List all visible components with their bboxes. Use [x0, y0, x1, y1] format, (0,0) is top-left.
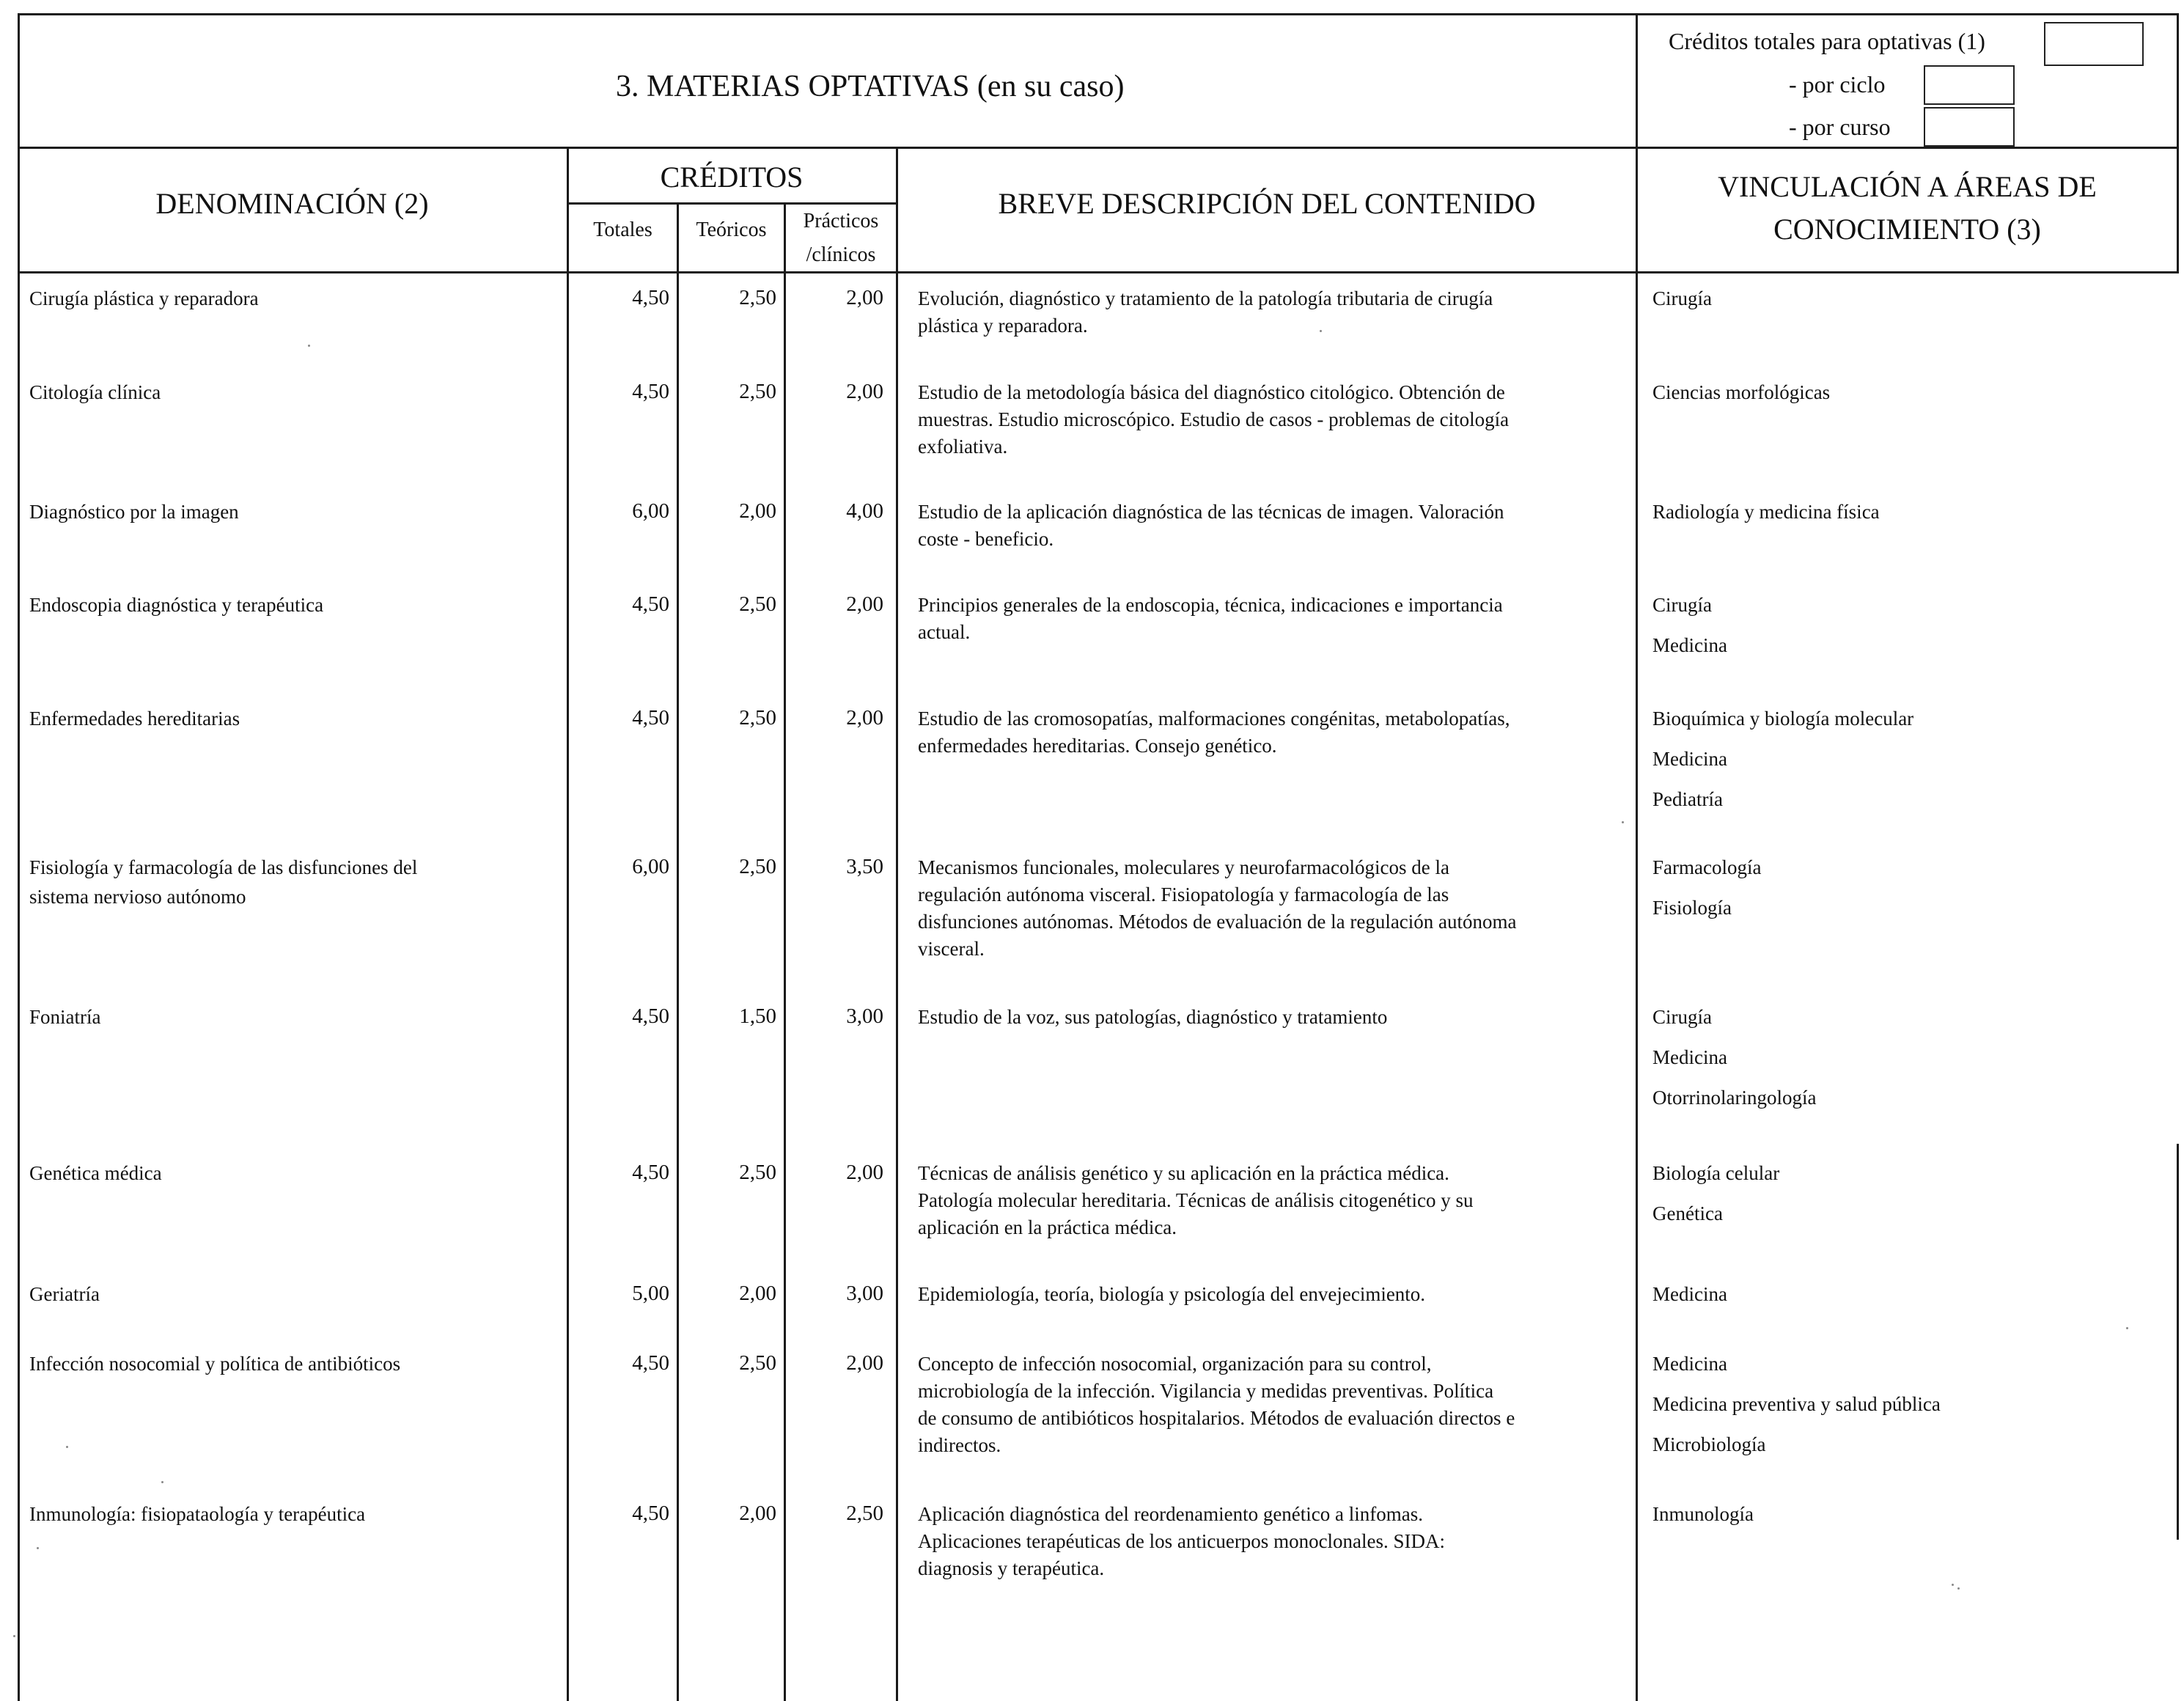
credits-practicos-value: 3,00: [846, 1282, 883, 1305]
credits-teoricos-value: 2,50: [739, 286, 776, 309]
right-border-lower: [2177, 1144, 2179, 1540]
credits-totales-value: 4,50: [632, 1351, 669, 1375]
subject-name: Inmunología: fisiopataología y terapéutica: [29, 1503, 366, 1525]
credits-practicos-value: 2,00: [846, 1351, 883, 1375]
credits-totales-value: 4,50: [632, 286, 669, 309]
description-line: visceral.: [918, 938, 985, 960]
credits-practicos-value: 2,00: [846, 706, 883, 730]
subject-name: Endoscopia diagnóstica y terapéutica: [29, 594, 324, 616]
knowledge-area: Medicina: [1652, 748, 1727, 770]
scan-speck: [1622, 821, 1624, 823]
scan-speck: [2126, 1327, 2128, 1329]
description-line: actual.: [918, 621, 971, 643]
scan-speck: [308, 345, 310, 347]
knowledge-area: Inmunología: [1652, 1503, 1754, 1525]
description-line: disfunciones autónomas. Métodos de evaluación de la regulación autónoma: [918, 911, 1517, 933]
credits-teoricos-value: 2,00: [739, 499, 776, 523]
credits-totales-value: 4,50: [632, 592, 669, 616]
col-divider-creditos: [896, 147, 898, 1701]
knowledge-area: Cirugía: [1652, 594, 1712, 616]
credits-practicos-value: 2,00: [846, 286, 883, 309]
credits-practicos-value: 2,50: [846, 1502, 883, 1525]
top-border: [18, 13, 2179, 15]
knowledge-area: Medicina: [1652, 1046, 1727, 1068]
subject-name: Cirugía plástica y reparadora: [29, 287, 259, 309]
credits-teoricos-value: 2,50: [739, 1351, 776, 1375]
subject-name: Citología clínica: [29, 381, 161, 403]
knowledge-area: Medicina: [1652, 1353, 1727, 1375]
knowledge-area: Microbiología: [1652, 1433, 1766, 1455]
knowledge-area: Pediatría: [1652, 788, 1723, 810]
credits-practicos-value: 4,00: [846, 499, 883, 523]
subject-name: sistema nervioso autónomo: [29, 886, 246, 908]
credits-total-input[interactable]: [2044, 22, 2144, 66]
column-header-bottom: [18, 271, 2179, 273]
description-line: Aplicación diagnóstica del reordenamiento genético a linfomas.: [918, 1503, 1424, 1525]
knowledge-area: Biología celular: [1652, 1162, 1780, 1184]
credits-totales-value: 4,50: [632, 380, 669, 403]
right-border: [2177, 13, 2179, 273]
scan-speck: [66, 1446, 68, 1448]
description-line: Estudio de la metodología básica del diagnóstico citológico. Obtención de: [918, 381, 1505, 403]
credits-subheader-divider: [567, 202, 897, 205]
header-practicos-line2: /clínicos: [806, 243, 876, 266]
description-line: Concepto de infección nosocomial, organización para su control,: [918, 1353, 1432, 1375]
left-border: [18, 13, 20, 1701]
knowledge-area: Ciencias morfológicas: [1652, 381, 1831, 403]
credits-totales-value: 4,50: [632, 706, 669, 730]
description-line: indirectos.: [918, 1434, 1001, 1456]
col-divider-totales: [677, 202, 679, 1701]
header-descripcion: BREVE DESCRIPCIÓN DEL CONTENIDO: [998, 187, 1536, 220]
credits-teoricos-value: 2,50: [739, 592, 776, 616]
knowledge-area: Medicina: [1652, 634, 1727, 656]
credits-totales-value: 5,00: [632, 1282, 669, 1305]
credits-teoricos-value: 2,50: [739, 380, 776, 403]
header-divider: [18, 147, 2179, 149]
header-creditos: CRÉDITOS: [660, 161, 804, 194]
credits-teoricos-value: 2,00: [739, 1282, 776, 1305]
credits-practicos-value: 2,00: [846, 592, 883, 616]
knowledge-area: Cirugía: [1652, 1006, 1712, 1028]
subject-name: Genética médica: [29, 1162, 162, 1184]
credits-per-course-label: - por curso: [1789, 114, 1891, 140]
scan-speck: [1320, 330, 1322, 332]
credits-total-label: Créditos totales para optativas (1): [1669, 28, 1985, 54]
knowledge-area: Bioquímica y biología molecular: [1652, 708, 1914, 730]
credits-teoricos-value: 2,50: [739, 855, 776, 878]
knowledge-area: Genética: [1652, 1202, 1723, 1224]
description-line: Estudio de la voz, sus patologías, diagnóstico y tratamiento: [918, 1006, 1388, 1028]
col-divider-descripcion: [1636, 13, 1638, 1701]
header-teoricos: Teóricos: [696, 218, 767, 241]
subject-name: Diagnóstico por la imagen: [29, 501, 239, 523]
credits-totales-value: 6,00: [632, 855, 669, 878]
description-line: diagnosis y terapéutica.: [918, 1557, 1105, 1579]
scan-speck: [1952, 1584, 1954, 1586]
credits-teoricos-value: 2,00: [739, 1502, 776, 1525]
knowledge-area: Cirugía: [1652, 287, 1712, 309]
credits-per-course-input[interactable]: [1924, 107, 2015, 147]
credits-teoricos-value: 2,50: [739, 706, 776, 730]
credits-teoricos-value: 1,50: [739, 1004, 776, 1028]
credits-totales-value: 6,00: [632, 499, 669, 523]
header-denominacion: DENOMINACIÓN (2): [155, 187, 429, 220]
description-line: regulación autónoma visceral. Fisiopatología y farmacología de las: [918, 883, 1449, 905]
subject-name: Fisiología y farmacología de las disfunciones del: [29, 856, 418, 878]
knowledge-area: Medicina preventiva y salud pública: [1652, 1393, 1941, 1415]
description-line: Epidemiología, teoría, biología y psicología del envejecimiento.: [918, 1283, 1426, 1305]
credits-totales-value: 4,50: [632, 1502, 669, 1525]
description-line: Aplicaciones terapéuticas de los anticuerpos monoclonales. SIDA:: [918, 1530, 1446, 1552]
credits-practicos-value: 3,50: [846, 855, 883, 878]
scan-speck: [37, 1547, 39, 1549]
header-practicos-line1: Prácticos: [803, 210, 879, 232]
description-line: Estudio de la aplicación diagnóstica de las técnicas de imagen. Valoración: [918, 501, 1504, 523]
credits-per-cycle-input[interactable]: [1924, 65, 2015, 105]
subject-name: Enfermedades hereditarias: [29, 708, 240, 730]
description-line: plástica y reparadora.: [918, 315, 1088, 337]
knowledge-area: Fisiología: [1652, 897, 1732, 919]
subject-name: Foniatría: [29, 1006, 101, 1028]
scan-speck: [161, 1481, 163, 1483]
description-line: Principios generales de la endoscopia, técnica, indicaciones e importancia: [918, 594, 1503, 616]
scan-speck: [1957, 1587, 1960, 1590]
credits-totales-value: 4,50: [632, 1004, 669, 1028]
description-line: muestras. Estudio microscópico. Estudio de casos - problemas de citología: [918, 408, 1510, 430]
description-line: microbiología de la infección. Vigilancia y medidas preventivas. Política: [918, 1380, 1494, 1402]
col-divider-teoricos: [784, 202, 786, 1701]
description-line: de consumo de antibióticos hospitalarios. Métodos de evaluación directos e: [918, 1407, 1515, 1429]
col-divider-denominacion: [567, 147, 569, 1701]
subject-name: Infección nosocomial y política de antibióticos: [29, 1353, 401, 1375]
subject-name: Geriatría: [29, 1283, 100, 1305]
description-line: coste - beneficio.: [918, 528, 1054, 550]
description-line: Estudio de las cromosopatías, malformaciones congénitas, metabolopatías,: [918, 708, 1510, 730]
credits-per-cycle-label: - por ciclo: [1789, 71, 1886, 98]
description-line: Patología molecular hereditaria. Técnicas de análisis citogenético y su: [918, 1189, 1474, 1211]
description-line: Técnicas de análisis genético y su aplicación en la práctica médica.: [918, 1162, 1449, 1184]
description-line: enfermedades hereditarias. Consejo genético.: [918, 735, 1277, 757]
section-title: 3. MATERIAS OPTATIVAS (en su caso): [616, 70, 1125, 103]
description-line: aplicación en la práctica médica.: [918, 1216, 1177, 1238]
credits-teoricos-value: 2,50: [739, 1161, 776, 1184]
credits-practicos-value: 2,00: [846, 1161, 883, 1184]
header-totales: Totales: [593, 218, 652, 241]
knowledge-area: Medicina: [1652, 1283, 1727, 1305]
knowledge-area: Farmacología: [1652, 856, 1762, 878]
description-line: Evolución, diagnóstico y tratamiento de la patología tributaria de cirugía: [918, 287, 1493, 309]
knowledge-area: Radiología y medicina física: [1652, 501, 1880, 523]
credits-totales-value: 4,50: [632, 1161, 669, 1184]
header-vinculacion-line1: VINCULACIÓN A ÁREAS DE: [1718, 170, 2097, 203]
credits-practicos-value: 3,00: [846, 1004, 883, 1028]
credits-practicos-value: 2,00: [846, 380, 883, 403]
scan-speck: [13, 1635, 15, 1637]
description-line: exfoliativa.: [918, 436, 1008, 458]
description-line: Mecanismos funcionales, moleculares y neurofarmacológicos de la: [918, 856, 1449, 878]
knowledge-area: Otorrinolaringología: [1652, 1087, 1817, 1109]
header-vinculacion-line2: CONOCIMIENTO (3): [1773, 213, 2041, 246]
